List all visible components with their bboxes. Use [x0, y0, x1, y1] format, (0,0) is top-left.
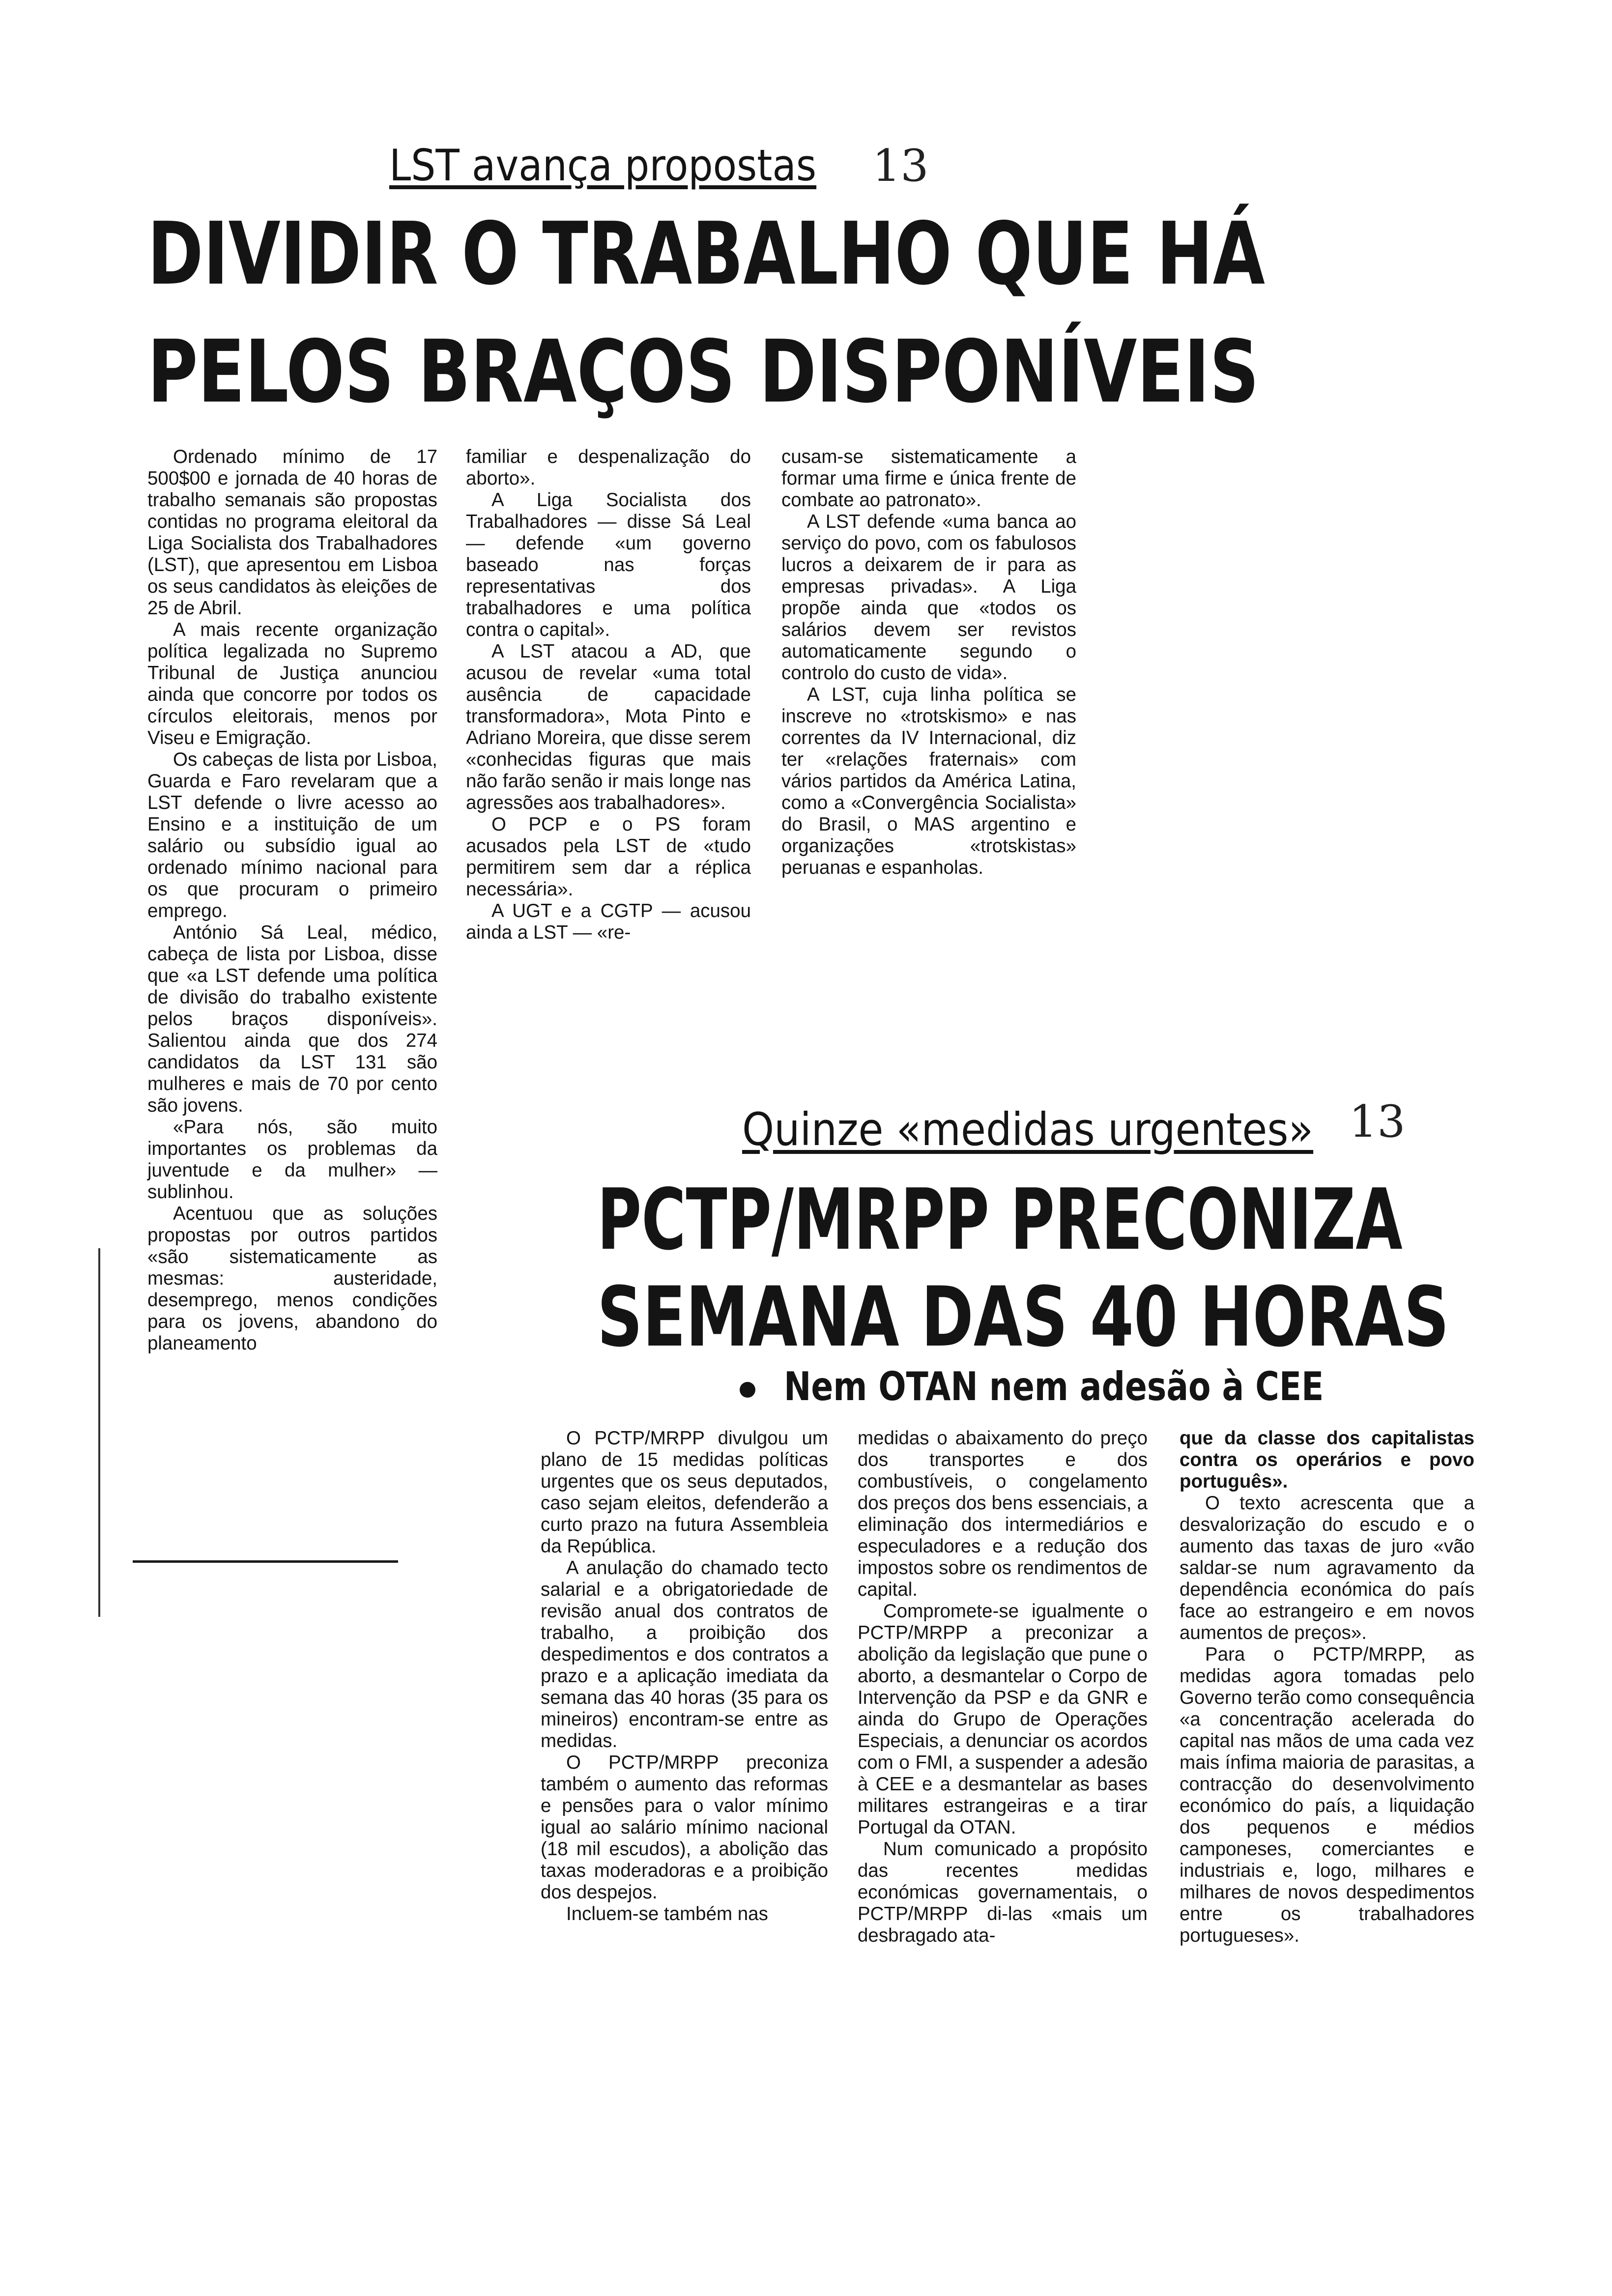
article2-column-2 — [858, 1428, 1148, 1947]
article2-kicker: Quinze «medidas urgentes» — [742, 1103, 1314, 1156]
article2-subheadline: Nem OTAN nem adesão à CEE — [784, 1364, 1324, 1409]
paragraph: «Para nós, são muito importantes os problemas da juventude e da mulher» — sublinhou. — [147, 1117, 437, 1203]
article2-headline-line1: PCTP/MRPP PRECONIZA — [597, 1170, 1403, 1269]
paragraph: O PCTP/MRPP divulgou um plano de 15 medidas políticas urgentes que os seus deputados, caso sejam eleitos, defenderão a curto prazo na futura Assembleia da República. — [541, 1428, 828, 1557]
paragraph: Os cabeças de lista por Lisboa, Guarda e Faro revelaram que a LST defende o livre acesso ao Ensino e a instituição de um salário ou subsídio igual ao ordenado mínimo nacional para os que procuram o primeiro emprego. — [147, 749, 437, 921]
paragraph: Para o PCTP/MRPP, as medidas agora tomadas pelo Governo terão como consequência «a concentração acelerada do capital nas mãos de uma cada vez mais ínfima maioria de parasitas, a contracção do desenvolvimento económico do país, a liquidação dos pequenos e médios camponeses, comerciantes e industriais e, logo, milhares e milhares de novos despedimentos entre os trabalhadores portugueses». — [1180, 1644, 1474, 1946]
paragraph: O texto acrescenta que a desvalorização do escudo e o aumento das taxas de juro «vão saldar-se num agravamento da dependência económica do país face ao estrangeiro e em novos aumentos de preços». — [1180, 1492, 1474, 1643]
paragraph: A LST defende «uma banca ao serviço do povo, com os fabulosos lucros a deixarem de ir para as empresas privadas». A Liga propõe ainda que «todos os salários devem ser revistos automaticamente segundo o controlo do custo de vida». — [781, 511, 1076, 684]
bullet-icon — [740, 1382, 755, 1398]
paragraph: Compromete-se igualmente o PCTP/MRPP a preconizar a abolição da legislação que pune o aborto, a desmantelar o Corpo de Intervenção da PSP e da GNR e ainda do Grupo de Operações Especiais, a denunciar os acordos com o FMI, a suspender a adesão à CEE e a desmantelar as bases militares estrangeiras e a tirar Portugal da OTAN. — [858, 1601, 1148, 1838]
handwritten-note-13: 13 — [1349, 1096, 1406, 1148]
paragraph: O PCTP/MRPP preconiza também o aumento das reformas e pensões para o valor mínimo igual ao salário mínimo nacional (18 mil escudos), a abolição das taxas moderadoras e a proibição dos despejos. — [541, 1752, 828, 1903]
paragraph: cusam-se sistematicamente a formar uma firme e única frente de combate ao patronato». — [781, 446, 1076, 511]
paragraph: António Sá Leal, médico, cabeça de lista por Lisboa, disse que «a LST defende uma política de divisão do trabalho existente pelos braços disponíveis». Salientou ainda que dos 274 candidatos da LST 131 são mulheres e mais de 70 por cento são jovens. — [147, 922, 437, 1116]
paragraph: O PCP e o PS foram acusados pela LST de «tudo permitirem sem dar a réplica necessária». — [466, 814, 751, 900]
paragraph: Num comunicado a propósito das recentes medidas económicas governamentais, o PCTP/MRPP di-las «mais um desbragado ata- — [858, 1838, 1148, 1946]
column-end-rule — [133, 1560, 398, 1563]
paragraph: familiar e despenalização do aborto». — [466, 446, 751, 489]
paragraph: A UGT e a CGTP — acusou ainda a LST — «re- — [466, 900, 751, 943]
paragraph: A LST, cuja linha política se inscreve no «trotskismo» e nas correntes da IV Internacional, diz ter «relações fraternais» com vários partidos da América Latina, como a «Convergência Socialista» do Brasil, o MAS argentino e organizações «trotskistas» peruanas e espanholas. — [781, 684, 1076, 878]
article1-headline-line2: PELOS BRAÇOS DISPONÍVEIS — [147, 321, 1260, 422]
article2-headline-line2: SEMANA DAS 40 HORAS — [597, 1269, 1449, 1365]
article1-column-3 — [781, 446, 1076, 879]
paragraph: A Liga Socialista dos Trabalhadores — disse Sá Leal — defende «um governo baseado nas forças representativas dos trabalhadores e uma política contra o capital». — [466, 489, 751, 640]
paragraph: A anulação do chamado tecto salarial e a obrigatoriedade de revisão anual dos contratos de trabalho, a proibição dos despedimentos e dos contratos a prazo e a aplicação imediata da semana das 40 horas (35 para os mineiros) encontram-se entre as medidas. — [541, 1557, 828, 1751]
handwritten-note-13: 13 — [872, 140, 929, 192]
scan-margin-line — [98, 1248, 100, 1617]
article1-kicker: LST avança propostas — [389, 140, 817, 191]
paragraph: A mais recente organização política legalizada no Supremo Tribunal de Justiça anunciou ainda que concorre por todos os círculos eleitorais, menos por Viseu e Emigração. — [147, 619, 437, 748]
article1-column-2 — [466, 446, 751, 944]
article2-column-1 — [541, 1428, 828, 1925]
paragraph: medidas o abaixamento do preço dos transportes e dos combustíveis, o congelamento dos preços dos bens essenciais, a eliminação dos intermediários e especuladores e a redução dos impostos sobre os rendimentos de capital. — [858, 1428, 1148, 1600]
article1-column-1 — [147, 446, 437, 1354]
paragraph: Acentuou que as soluções propostas por outros partidos «são sistematicamente as mesmas: austeridade, desemprego, menos condições para os jovens, abandono do planeamento — [147, 1203, 437, 1354]
paragraph: que da classe dos capitalistas contra os operários e povo português». — [1180, 1428, 1474, 1492]
paragraph: Incluem-se também nas — [566, 1903, 768, 1924]
article2-column-3 — [1180, 1428, 1474, 1947]
paragraph: A LST atacou a AD, que acusou de revelar «uma total ausência de capacidade transformadora», Mota Pinto e Adriano Moreira, que disse serem «conhecidas figuras que mais não farão senão ir mais longe nas agressões aos trabalhadores». — [466, 641, 751, 813]
article1-headline-line1: DIVIDIR O TRABALHO QUE HÁ — [147, 203, 1265, 304]
paragraph: Ordenado mínimo de 17 500$00 e jornada de 40 horas de trabalho semanais são propostas contidas no programa eleitoral da Liga Socialista dos Trabalhadores (LST), que apresentou em Lisboa os seus candidatos às eleições de 25 de Abril. — [147, 446, 437, 619]
